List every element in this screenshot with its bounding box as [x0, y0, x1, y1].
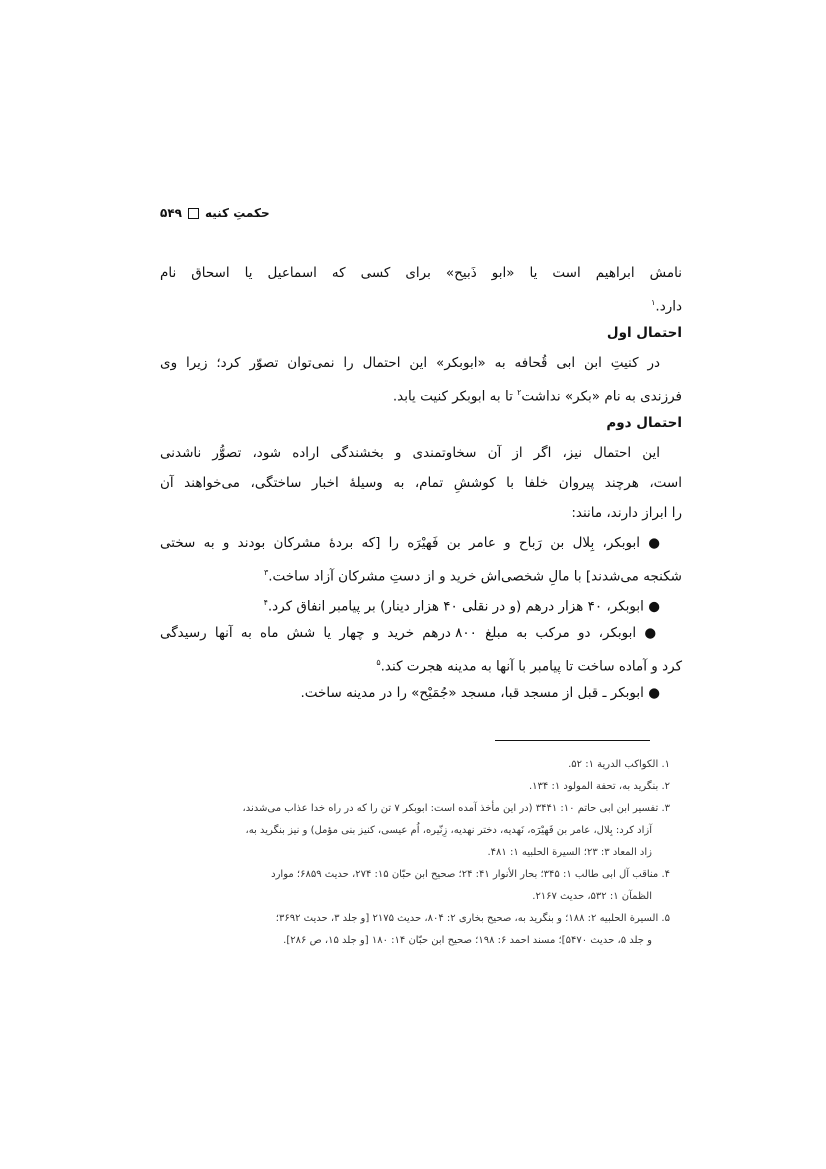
running-header [160, 206, 270, 220]
footnote-continuation: و جلد ۵، حدیث ۵۴۷۰]؛ مسند احمد ۶: ۱۹۸؛ صحیح ابن حبّان ۱۴: ۱۸۰ [و جلد ۱۵، ص ۲۸۶]. [283, 935, 652, 946]
footnote: ۳. تفسیر ابن ابی حاتم ۱۰: ۳۴۴۱ (در این مأخذ آمده است: ابوبکر ۷ تن را که در راه خدا عذاب می‌شدند، [242, 803, 670, 814]
paragraph-line: را ابراز دارند، مانند: [571, 505, 682, 521]
paragraph-line: این احتمال نیز، اگر از آن سخاوتمندی و بخشندگی اراده شود، تصوُّر ناشدنی [160, 445, 660, 461]
bullet-item-line: ● ابوبکر، بِلال بن رَباح و عامر بن فَهیْرَه را [که بردهٔ مشرکان بودند و به سختی [160, 535, 660, 551]
paragraph-line: در کنیتِ ابن ابی قُحافه به «ابوبکر» این احتمال را نمی‌توان تصوّر کرد؛ زیرا وی [160, 355, 660, 371]
square-ornament-icon [188, 208, 199, 219]
bullet-item-line: ● ابوبکر، ۴۰ هزار درهم (و در نقلی ۴۰ هزار دینار) بر پیامبر انفاق کرد.$^۴$ [263, 598, 660, 615]
footnote-ref[interactable]: ۲ [517, 388, 522, 397]
footnote-divider [495, 740, 650, 741]
bullet-item-line: کرد و آماده ساخت تا پیامبر با آنها به مدینه هجرت کند.$^۵$ [376, 658, 682, 675]
footnotes [170, 754, 670, 952]
footnote: ۵. السیرة الحلبیه ۲: ۱۸۸؛ و بنگرید به، صحیح بخاری ۲: ۸۰۴، حدیث ۲۱۷۵ [و جلد ۳، حدیث ۳۶۹۲؛ [275, 913, 670, 924]
footnote-ref[interactable]: ۴ [263, 598, 268, 607]
paragraph-line: دارد.$^۱$ [651, 298, 682, 315]
footnote: ۲. بنگرید به، تحفة المولود ۱: ۱۳۴. [528, 781, 670, 792]
footnote-ref[interactable]: ۳ [263, 568, 269, 577]
footnote-continuation: آزاد کرد: بِلال، عامر بن فَهیْرَه، نَهدیه، دختر نهدیه، زِنّیره، اُم عیسی، کنیز بنی مؤمل) و نیز بنگرید به، [245, 825, 652, 836]
paragraph-line: است، هرچند پیروان خلفا با کوششِ تمام، به وسیلهٔ اخبار ساختگی، می‌خواهند آن [160, 475, 682, 491]
main-text [160, 258, 682, 708]
section-heading: احتمال دوم [606, 415, 682, 431]
footnote: ۱. الکواکب الدریة ۱: ۵۲. [568, 759, 670, 770]
footnote-ref[interactable]: ۵ [376, 658, 381, 667]
paragraph-line: نامش ابراهیم است یا «ابو ذَبیح» برای کسی که اسماعیل یا اسحاق نام [160, 265, 682, 281]
paragraph-line: فرزندی به نام «بکر» نداشت$^۲$ تا به ابوبکر کنیت یابد. [392, 388, 682, 405]
bullet-item-line: شکنجه می‌شدند] با مالِ شخصی‌اش خرید و از دستِ مشرکان آزاد ساخت.$^۳$ [263, 568, 682, 585]
footnote-ref[interactable]: ۱ [651, 298, 656, 307]
section-heading: احتمال اول [606, 325, 682, 341]
header-title: حکمتِ کنیه [204, 206, 270, 220]
footnote: ۴. مناقب آل ابی طالب ۱: ۳۴۵؛ بحار الأنوار ۴۱: ۲۴؛ صحیح ابن حبّان ۱۵: ۲۷۴، حدیث ۶۸۵۹؛ موارد [271, 869, 670, 880]
footnote-continuation: زاد المعاد ۳: ۲۳؛ السیرة الحلبیه ۱: ۴۸۱. [487, 847, 652, 858]
bullet-item-line: ● ابوبکر، دو مرکب به مبلغ ۸۰۰ درهم خرید و چهار یا شش ماه به آنها رسیدگی [160, 625, 660, 641]
page-number: ۵۴۹ [160, 206, 182, 220]
bullet-item-line: ● ابوبکر ـ قبل از مسجد قبا، مسجد «جُمَیْح» را در مدینه ساخت. [300, 685, 660, 701]
footnote-continuation: الظمآن ۱: ۵۳۲، حدیث ۲۱۶۷. [532, 891, 652, 902]
